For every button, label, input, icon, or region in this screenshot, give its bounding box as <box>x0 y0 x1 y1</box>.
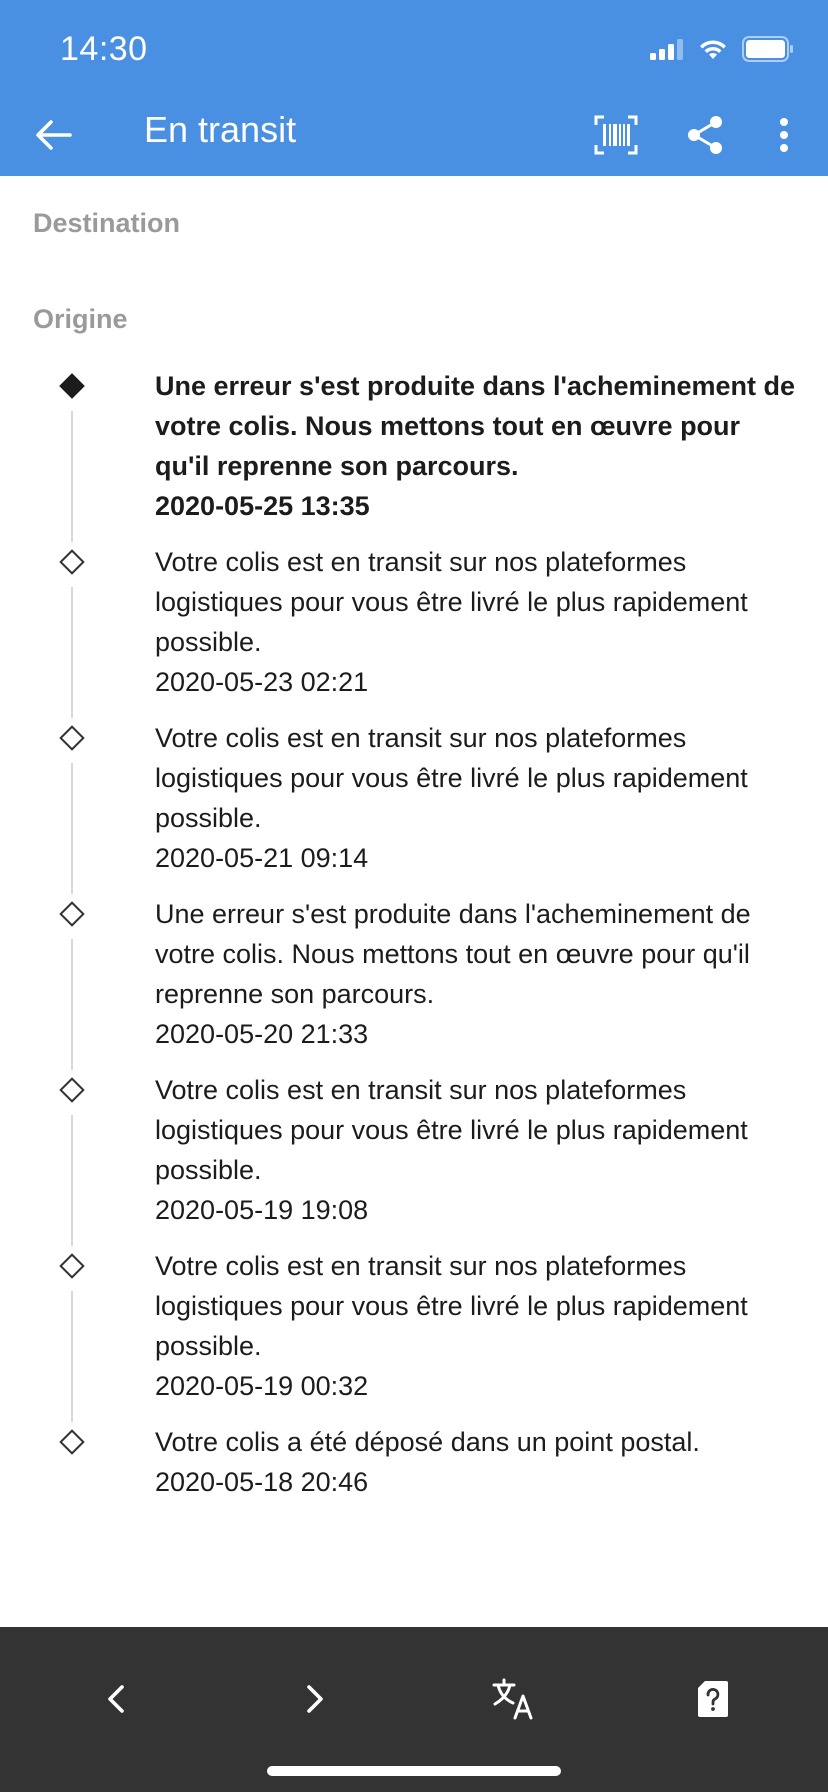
status-icons <box>650 36 794 67</box>
event-description: Une erreur s'est produite dans l'acheminement de votre colis. Nous mettons tout en œuvre pour qu'il reprenne son parcours. <box>155 899 751 1009</box>
translate-button[interactable] <box>484 1671 544 1731</box>
status-time: 14:30 <box>60 30 148 68</box>
chevron-left-icon <box>105 1684 127 1719</box>
event-description: Votre colis est en transit sur nos plateformes logistiques pour vous être livré le plus rapidement possible. <box>155 1075 748 1185</box>
timeline-connector <box>71 411 73 542</box>
diamond-marker-icon <box>59 1253 84 1278</box>
app-bar <box>0 100 828 176</box>
next-button[interactable] <box>285 1671 345 1731</box>
timeline-connector <box>71 763 73 894</box>
timeline-event <box>0 1070 828 1246</box>
barcode-button[interactable] <box>585 106 647 168</box>
chevron-right-icon <box>304 1684 326 1719</box>
share-icon <box>685 115 725 160</box>
event-date: 2020-05-19 19:08 <box>155 1195 369 1225</box>
timeline-event <box>0 1422 828 1518</box>
barcode-icon <box>594 115 638 160</box>
event-date: 2020-05-20 21:33 <box>155 1019 369 1049</box>
timeline-connector <box>71 587 73 718</box>
status-bar <box>0 0 828 100</box>
help-icon <box>696 1679 730 1724</box>
back-button[interactable] <box>22 106 84 168</box>
cellular-signal-icon <box>650 38 684 65</box>
timeline-connector <box>71 939 73 1070</box>
diamond-marker-icon <box>59 1429 84 1454</box>
tracking-timeline <box>0 366 828 1518</box>
home-indicator[interactable] <box>267 1766 561 1776</box>
previous-button[interactable] <box>86 1671 146 1731</box>
event-description: Votre colis a été déposé dans un point postal. <box>155 1427 700 1457</box>
timeline-event <box>0 894 828 1070</box>
event-date: 2020-05-19 00:32 <box>155 1371 369 1401</box>
share-button[interactable] <box>674 106 736 168</box>
translate-icon <box>492 1678 536 1725</box>
timeline-event <box>0 718 828 894</box>
timeline-event <box>0 542 828 718</box>
diamond-marker-icon <box>59 1077 84 1102</box>
more-vert-icon <box>778 117 790 158</box>
help-button[interactable] <box>683 1671 743 1731</box>
timeline-event <box>0 366 828 542</box>
event-description: Votre colis est en transit sur nos plateformes logistiques pour vous être livré le plus rapidement possible. <box>155 723 748 833</box>
diamond-marker-icon <box>59 901 84 926</box>
wifi-icon <box>698 37 728 66</box>
diamond-marker-icon <box>59 725 84 750</box>
arrow-back-icon <box>34 118 72 157</box>
event-date: 2020-05-25 13:35 <box>155 491 370 521</box>
diamond-marker-icon <box>59 549 84 574</box>
page-title: En transit <box>144 109 297 150</box>
timeline-connector <box>71 1291 73 1422</box>
filled-diamond-marker-icon <box>59 373 84 398</box>
destination-label: Destination <box>33 208 181 238</box>
event-description: Une erreur s'est produite dans l'acheminement de votre colis. Nous mettons tout en œuvre pour qu'il reprenne son parcours. <box>155 371 796 481</box>
event-date: 2020-05-18 20:46 <box>155 1467 369 1497</box>
event-date: 2020-05-23 02:21 <box>155 667 369 697</box>
timeline-connector <box>71 1115 73 1246</box>
event-description: Votre colis est en transit sur nos plateformes logistiques pour vous être livré le plus rapidement possible. <box>155 547 748 657</box>
event-description: Votre colis est en transit sur nos plateformes logistiques pour vous être livré le plus rapidement possible. <box>155 1251 748 1361</box>
more-options-button[interactable] <box>753 106 815 168</box>
header <box>0 0 828 176</box>
event-date: 2020-05-21 09:14 <box>155 843 369 873</box>
battery-icon <box>742 36 794 67</box>
origin-label: Origine <box>33 304 128 334</box>
timeline-event <box>0 1246 828 1422</box>
